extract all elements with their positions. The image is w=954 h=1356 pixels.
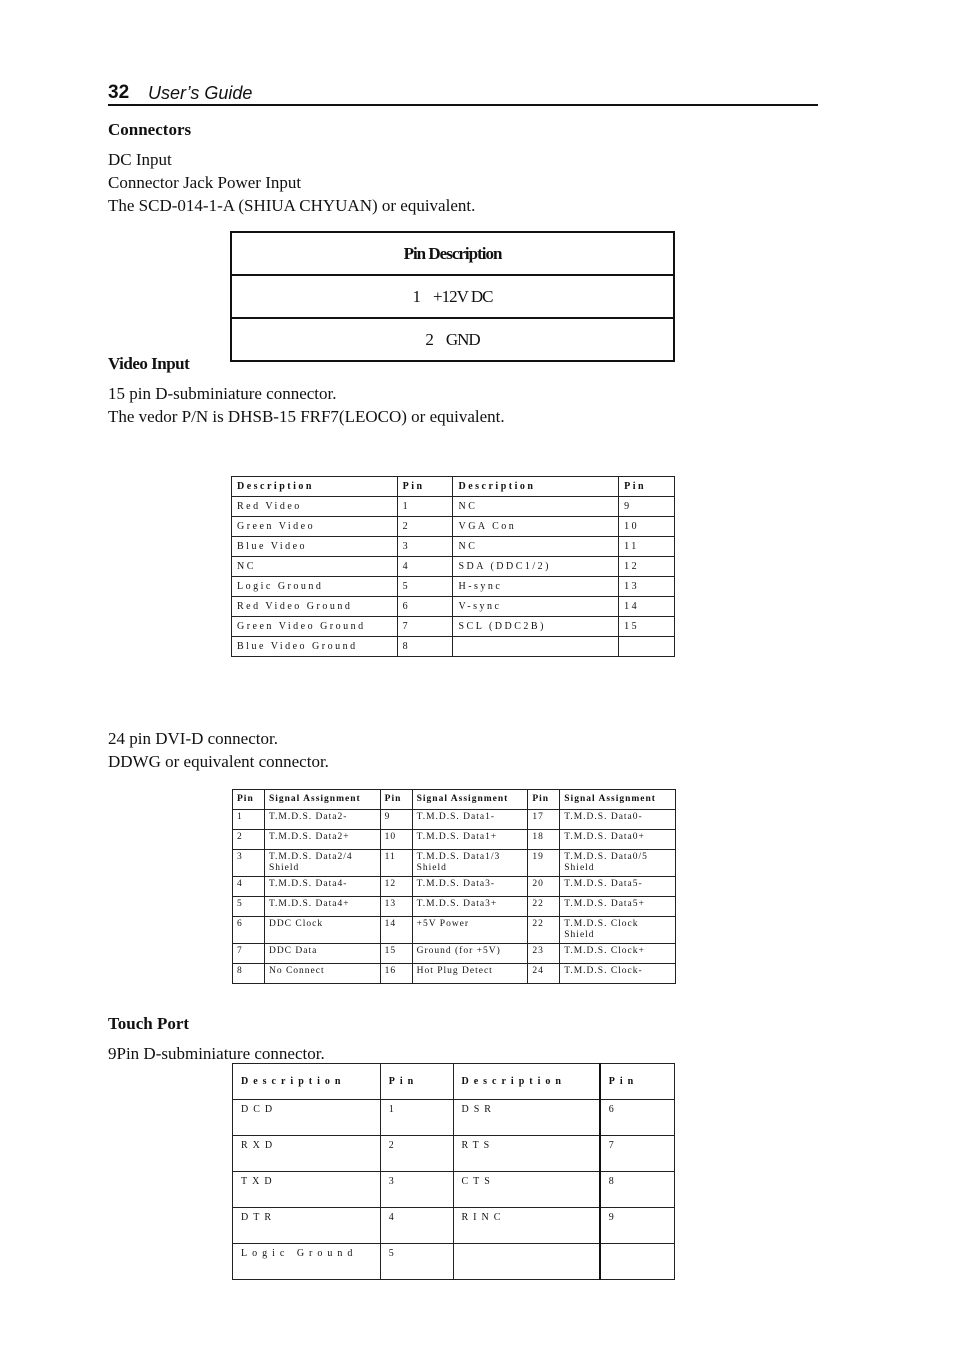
table-cell: Hot Plug Detect: [412, 964, 528, 984]
table-cell: NC: [232, 557, 398, 577]
table-cell: 10: [619, 517, 675, 537]
table-cell: 1: [397, 497, 453, 517]
table-cell: Green Video Ground: [232, 617, 398, 637]
table-cell: T.M.D.S. Data3+: [412, 897, 528, 917]
column-header: Pin: [619, 477, 675, 497]
table-row: [233, 964, 676, 984]
table-cell: T.M.D.S. Data4-: [264, 877, 380, 897]
table-cell: 7: [397, 617, 453, 637]
table-row: [233, 917, 676, 944]
table-cell: T.M.D.S. Data0-: [560, 810, 676, 830]
table-cell: T.M.D.S. Data4+: [264, 897, 380, 917]
table-cell: Logic Ground: [233, 1244, 381, 1280]
table-cell: 9: [600, 1208, 675, 1244]
table-cell: 7: [600, 1136, 675, 1172]
table-row: [232, 597, 675, 617]
table-cell: T.M.D.S. Data2/4 Shield: [264, 850, 380, 877]
table-cell: 23: [528, 944, 560, 964]
table-row: [233, 830, 676, 850]
column-header: Signal Assignment: [264, 790, 380, 810]
table-cell: 6: [233, 917, 265, 944]
table-cell: V-sync: [453, 597, 619, 617]
table-cell: T.M.D.S. Data1-: [412, 810, 528, 830]
table-cell: 5: [397, 577, 453, 597]
table-row: [233, 810, 676, 830]
column-header: Pin: [233, 790, 265, 810]
connectors-text: [108, 148, 475, 217]
table-row: [233, 1208, 675, 1244]
table-cell: DDC Clock: [264, 917, 380, 944]
table-cell: T.M.D.S. Data2+: [264, 830, 380, 850]
table-cell: 14: [619, 597, 675, 617]
table-cell: 11: [619, 537, 675, 557]
dc-input-table: [230, 231, 675, 362]
table-cell: T.M.D.S. Clock+: [560, 944, 676, 964]
table-cell: 20: [528, 877, 560, 897]
table-row: [232, 577, 675, 597]
table-cell: 18: [528, 830, 560, 850]
column-header: Description: [232, 477, 398, 497]
table-cell: 12: [619, 557, 675, 577]
header-title: User’s Guide: [148, 83, 253, 103]
table-cell: NC: [453, 497, 619, 517]
connectors-heading: Connectors: [108, 120, 192, 139]
column-header: Pin: [380, 790, 412, 810]
dvi-pin-table: [232, 789, 676, 984]
table-cell: 15: [619, 617, 675, 637]
touch-port-text: 9Pin D-subminiature connector.: [108, 1044, 325, 1063]
table-cell: Blue Video: [232, 537, 398, 557]
table-cell: 22: [528, 917, 560, 944]
table-cell: 9: [619, 497, 675, 517]
table-cell: 3: [380, 1172, 453, 1208]
table-cell: Logic Ground: [232, 577, 398, 597]
text-line: Connector Jack Power Input: [108, 173, 302, 192]
table-cell: [453, 637, 619, 657]
column-header: Pin: [600, 1064, 675, 1100]
table-cell: T.M.D.S. Data5-: [560, 877, 676, 897]
table-cell: 11: [380, 850, 412, 877]
table-cell: T.M.D.S. Data1/3 Shield: [412, 850, 528, 877]
column-header: Description: [453, 1064, 600, 1100]
table-cell: T.M.D.S. Data3-: [412, 877, 528, 897]
table-row: [233, 1244, 675, 1280]
table-cell: Ground (for +5V): [412, 944, 528, 964]
table-cell: T.M.D.S. Data1+: [412, 830, 528, 850]
table-cell: 4: [380, 1208, 453, 1244]
table-cell: 4: [233, 877, 265, 897]
table-cell: T.M.D.S. Clock Shield: [560, 917, 676, 944]
touch-port-heading: Touch Port: [108, 1014, 190, 1033]
vga-pin-table: [231, 476, 675, 657]
table-cell: 1: [380, 1100, 453, 1136]
page-number: 32: [108, 82, 130, 103]
table-cell: T.M.D.S. Clock-: [560, 964, 676, 984]
table-cell: 10: [380, 830, 412, 850]
table-cell: DTR: [233, 1208, 381, 1244]
table-cell: Blue Video Ground: [232, 637, 398, 657]
table-cell: NC: [453, 537, 619, 557]
video-input-text: [108, 382, 505, 428]
table-cell: 2: [397, 517, 453, 537]
touch-port-pin-table: [232, 1063, 675, 1280]
column-header: Pin: [397, 477, 453, 497]
table-cell: SCL (DDC2B): [453, 617, 619, 637]
table-cell: [600, 1244, 675, 1280]
table-cell: +5V Power: [412, 917, 528, 944]
table-cell: 14: [380, 917, 412, 944]
table-cell: 15: [380, 944, 412, 964]
table-cell: [619, 637, 675, 657]
table-cell: Red Video Ground: [232, 597, 398, 617]
table-cell: 5: [380, 1244, 453, 1280]
column-header: Signal Assignment: [560, 790, 676, 810]
table-cell: 3: [397, 537, 453, 557]
column-header: Description: [453, 477, 619, 497]
table-cell: 2: [380, 1136, 453, 1172]
table-cell: 8: [397, 637, 453, 657]
column-header: Description: [233, 1064, 381, 1100]
table-cell: RXD: [233, 1136, 381, 1172]
table-row: [233, 1100, 675, 1136]
table-row: [233, 944, 676, 964]
table-row: [232, 537, 675, 557]
table-cell: 22: [528, 897, 560, 917]
text-line: The SCD-014-1-A (SHIUA CHYUAN) or equivalent.: [108, 196, 476, 215]
table-cell: 1 +12V DC: [231, 275, 674, 318]
table-cell: [453, 1244, 600, 1280]
table-cell: VGA Con: [453, 517, 619, 537]
table-header: Pin Description: [231, 232, 674, 275]
table-cell: CTS: [453, 1172, 600, 1208]
table-cell: DSR: [453, 1100, 600, 1136]
table-cell: DDC Data: [264, 944, 380, 964]
table-cell: 12: [380, 877, 412, 897]
table-cell: T.M.D.S. Data0+: [560, 830, 676, 850]
table-row: [232, 517, 675, 537]
table-cell: TXD: [233, 1172, 381, 1208]
table-cell: Green Video: [232, 517, 398, 537]
table-cell: RTS: [453, 1136, 600, 1172]
table-cell: 16: [380, 964, 412, 984]
table-cell: 13: [380, 897, 412, 917]
table-cell: No Connect: [264, 964, 380, 984]
table-cell: Red Video: [232, 497, 398, 517]
table-cell: 13: [619, 577, 675, 597]
table-cell: 8: [233, 964, 265, 984]
text-line: 24 pin DVI-D connector.: [108, 729, 278, 748]
table-row: [232, 637, 675, 657]
table-cell: SDA (DDC1/2): [453, 557, 619, 577]
text-line: The vedor P/N is DHSB-15 FRF7(LEOCO) or equivalent.: [108, 407, 505, 426]
table-cell: 3: [233, 850, 265, 877]
table-cell: 7: [233, 944, 265, 964]
dvi-text: [108, 727, 329, 773]
table-cell: T.M.D.S. Data0/5 Shield: [560, 850, 676, 877]
table-cell: 6: [600, 1100, 675, 1136]
table-cell: 24: [528, 964, 560, 984]
column-header: Pin: [528, 790, 560, 810]
table-cell: H-sync: [453, 577, 619, 597]
table-row: [233, 850, 676, 877]
table-row: [233, 897, 676, 917]
table-row: [232, 557, 675, 577]
table-cell: T.M.D.S. Data5+: [560, 897, 676, 917]
table-cell: 6: [397, 597, 453, 617]
page-header: [108, 82, 818, 106]
table-cell: 5: [233, 897, 265, 917]
table-cell: 2 GND: [231, 318, 674, 361]
table-cell: T.M.D.S. Data2-: [264, 810, 380, 830]
table-cell: 1: [233, 810, 265, 830]
column-header: Pin: [380, 1064, 453, 1100]
table-cell: 17: [528, 810, 560, 830]
table-cell: 4: [397, 557, 453, 577]
table-cell: 19: [528, 850, 560, 877]
video-input-heading: Video Input: [108, 354, 190, 373]
table-row: [233, 1136, 675, 1172]
table-cell: 9: [380, 810, 412, 830]
table-cell: RINC: [453, 1208, 600, 1244]
table-cell: 2: [233, 830, 265, 850]
table-cell: DCD: [233, 1100, 381, 1136]
column-header: Signal Assignment: [412, 790, 528, 810]
table-row: [233, 1172, 675, 1208]
table-row: [233, 877, 676, 897]
table-row: [232, 617, 675, 637]
text-line: 15 pin D-subminiature connector.: [108, 384, 337, 403]
text-line: DDWG or equivalent connector.: [108, 752, 329, 771]
text-line: DC Input: [108, 150, 172, 169]
table-row: [232, 497, 675, 517]
table-cell: 8: [600, 1172, 675, 1208]
